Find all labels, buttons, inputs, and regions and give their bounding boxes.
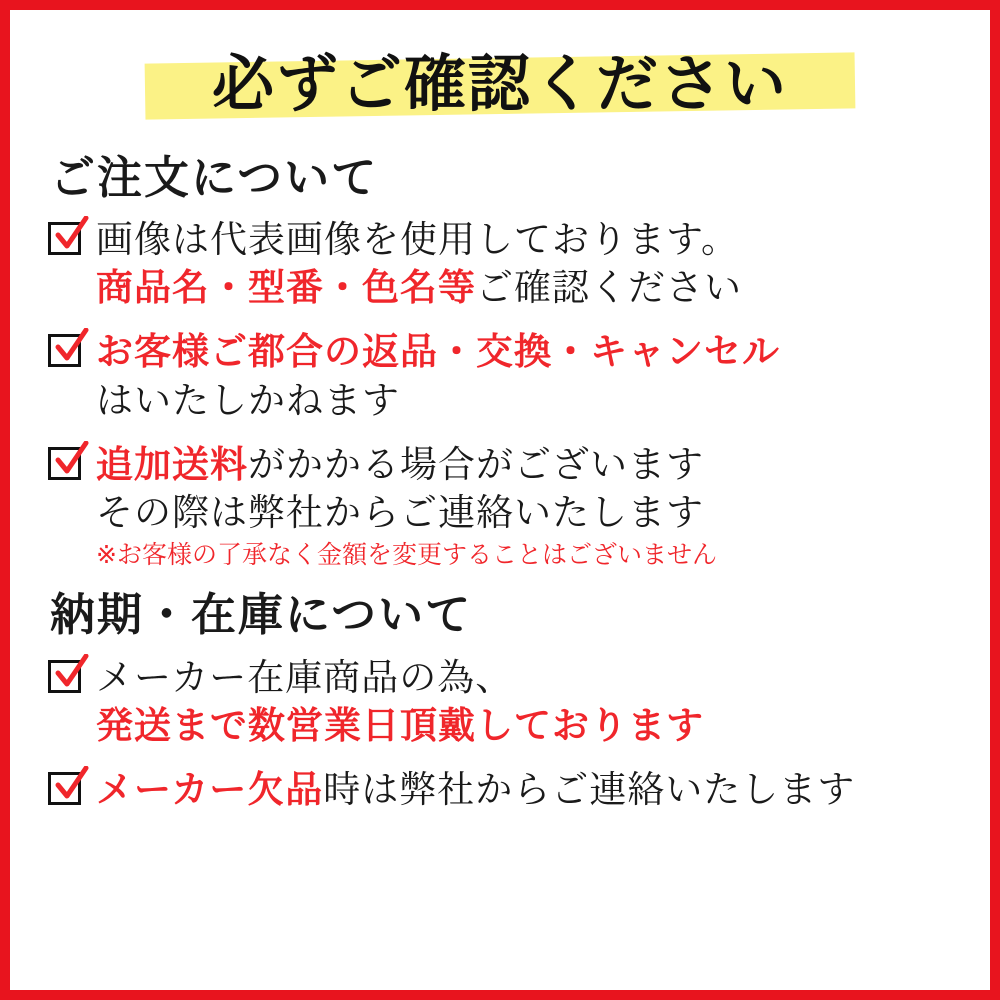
item-line: メーカー在庫商品の為、	[96, 655, 514, 699]
item-line-red: メーカー欠品	[96, 767, 324, 811]
checkbox-icon	[48, 770, 88, 810]
item-line-black: ご確認ください	[476, 266, 742, 310]
section-heading: 納期・在庫について	[50, 588, 473, 642]
item-line: その際は弊社からご連絡いたします	[96, 490, 704, 534]
section-orders	[44, 150, 956, 571]
border-top	[0, 0, 1000, 10]
item-line-red: 追加送料	[96, 442, 248, 486]
list-item	[44, 328, 956, 424]
border-left	[0, 0, 10, 1000]
check-mark-icon	[52, 216, 90, 254]
check-mark-icon	[52, 328, 90, 366]
border-right	[990, 0, 1000, 1000]
item-line-black: がかかる場合がございます	[248, 442, 704, 486]
section-delivery-stock	[44, 587, 956, 814]
section-heading: ご注文について	[50, 151, 379, 204]
checkbox-icon	[48, 445, 88, 485]
item-line: お客様ご都合の返品・交換・キャンセル	[96, 330, 780, 374]
item-line	[96, 264, 956, 312]
item-line-red: 商品名・型番・色名等	[96, 266, 476, 310]
notice-page	[10, 10, 990, 990]
item-line: 画像は代表画像を使用しております。	[96, 218, 740, 262]
check-mark-icon	[52, 654, 90, 692]
check-mark-icon	[52, 766, 90, 804]
item-line	[96, 766, 956, 814]
page-title	[44, 36, 956, 132]
item-line-black: 時は弊社からご連絡いたします	[323, 767, 856, 811]
border-bottom	[0, 990, 1000, 1000]
list-item	[44, 216, 956, 312]
title-text: 必ずご確認ください	[211, 47, 788, 120]
list-item	[44, 766, 956, 814]
checkbox-icon	[48, 220, 88, 260]
item-line: はいたしかねます	[96, 378, 400, 422]
check-mark-icon	[52, 441, 90, 479]
list-item	[44, 441, 956, 572]
item-note: ※お客様の了承なく金額を変更することはございません	[96, 539, 717, 569]
checkbox-icon	[48, 658, 88, 698]
checkbox-icon	[48, 332, 88, 372]
list-item	[44, 654, 956, 750]
item-line: 発送まで数営業日頂戴しております	[96, 703, 704, 747]
item-line	[96, 441, 956, 489]
